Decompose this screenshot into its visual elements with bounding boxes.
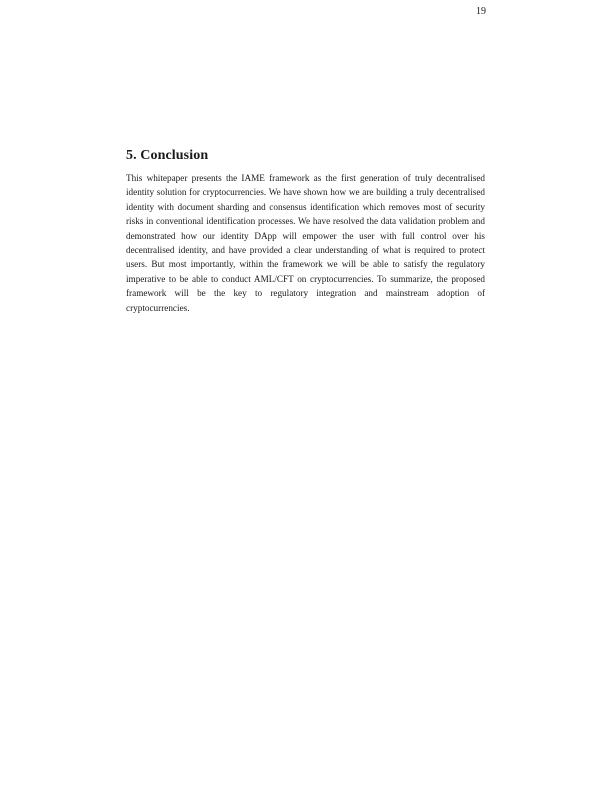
section-heading: 5. Conclusion (126, 148, 209, 163)
page-number: 19 (476, 6, 486, 17)
conclusion-paragraph: This whitepaper presents the IAME framework as the first generation of truly decentralised identity solution for cryptocurrencies. We have shown how we are building a truly decentralised identity with document sharding and consensus identification which removes most of security risks in conventional identification processes. We have resolved the data validation problem and demonstrated how our identity DApp will empower the user with full control over his decentralised identity, and have provided a clear understanding of what is required to protect users. But most importantly, within the framework we will be able to satisfy the regulatory imperative to be able to conduct AML/CFT on cryptocurrencies. To summarize, the proposed framework will be the key to regulatory integration and mainstream adoption of cryptocurrencies. (126, 173, 485, 313)
